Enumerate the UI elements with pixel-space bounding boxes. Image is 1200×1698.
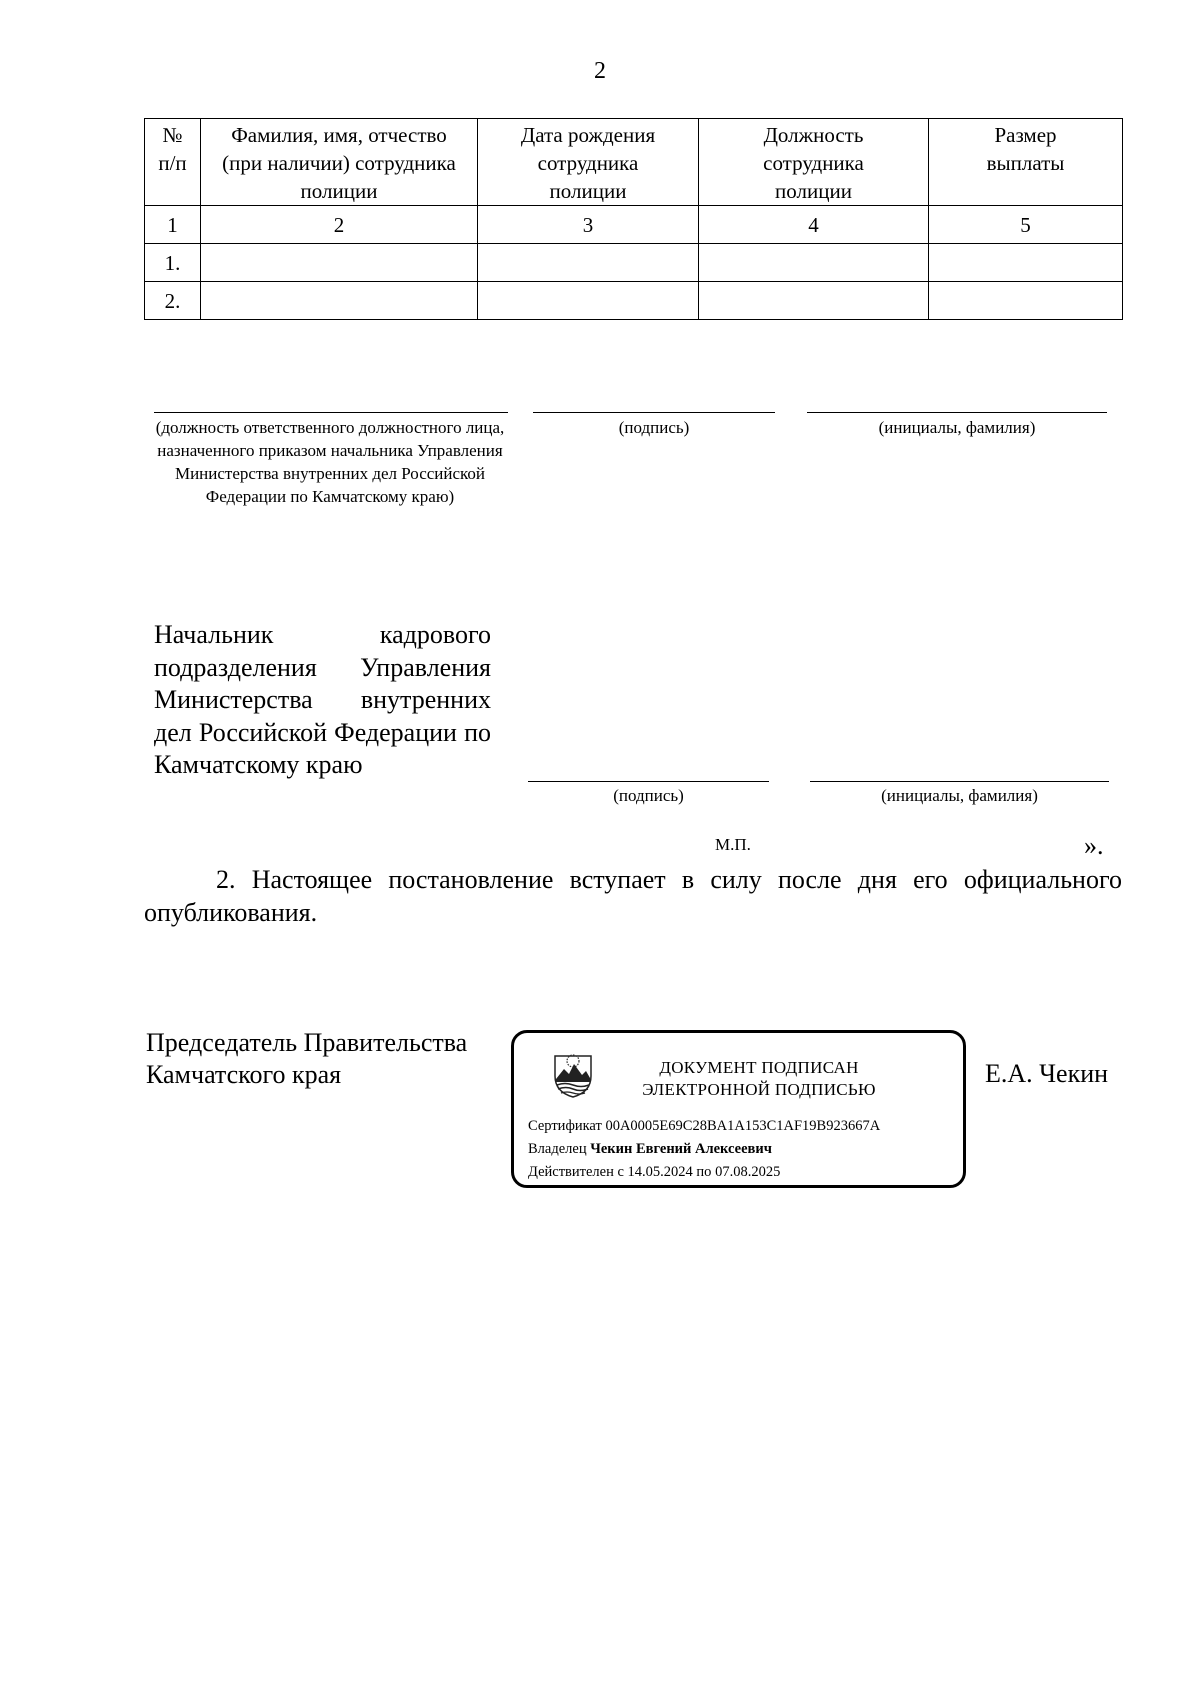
position-caption: (должность ответственного должностного лица, назначенного приказом начальника Управления Министерства внутренних дел Российской Федерации по Камчатскому краю): [155, 418, 505, 506]
name-line: [810, 781, 1109, 782]
name-caption: (инициалы, фамилия): [881, 786, 1038, 805]
signature-line: [533, 412, 775, 413]
valid-label: Действителен: [528, 1164, 614, 1180]
column-number-cell: 4: [699, 206, 929, 244]
signature-line: [528, 781, 769, 782]
owner-label: Владелец: [528, 1141, 587, 1157]
certificate-line: [528, 1115, 880, 1137]
chairman-name: Е.А. Чекин: [985, 1059, 1109, 1088]
certificate-number: 00A0005E69C28BA1A153C1AF19B923667A: [605, 1118, 881, 1134]
valid-to-date: 07.08.2025: [715, 1164, 781, 1180]
column-number-cell: 2: [201, 206, 478, 244]
signature-caption: (подпись): [613, 786, 684, 805]
chairman-title: [146, 1027, 467, 1091]
table-cell: 2.: [145, 282, 201, 320]
table-cell: [201, 282, 478, 320]
table-cell: 1.: [145, 244, 201, 282]
name-line: [807, 412, 1107, 413]
header-cell: № п/п: [145, 119, 201, 206]
column-number-cell: 3: [478, 206, 699, 244]
kamchatka-emblem-icon: [551, 1048, 595, 1098]
certificate-label: Сертификат: [528, 1118, 602, 1134]
seal-place-label: М.П.: [715, 835, 751, 854]
chairman-title-line: Камчатского края: [146, 1060, 342, 1089]
signature-caption: (подпись): [618, 418, 690, 437]
e-signature-stamp: [511, 1030, 966, 1188]
owner-name: Чекин Евгений Алексеевич: [590, 1141, 772, 1157]
header-cell: Дата рождения сотрудника полиции: [478, 119, 699, 206]
name-caption: (инициалы, фамилия): [878, 418, 1036, 437]
position-line: [154, 412, 508, 413]
chairman-title-line: Председатель Правительства: [146, 1028, 468, 1057]
table-cell: [478, 244, 699, 282]
table-cell: [929, 282, 1123, 320]
stamp-title-line: ДОКУМЕНТ ПОДПИСАН: [659, 1058, 859, 1077]
header-cell: Фамилия, имя, отчество (при наличии) сотрудника полиции: [201, 119, 478, 206]
stamp-title: [609, 1057, 909, 1101]
table-row: [145, 244, 1123, 282]
table-cell: [699, 282, 929, 320]
page-number: 2: [594, 58, 606, 84]
column-number-cell: 1: [145, 206, 201, 244]
valid-to-label: по: [696, 1164, 712, 1180]
table-cell: [201, 244, 478, 282]
valid-from-label: с: [617, 1164, 624, 1180]
owner-line: [528, 1138, 772, 1160]
table-cell: [929, 244, 1123, 282]
header-cell: Должность сотрудника полиции: [699, 119, 929, 206]
valid-from-date: 14.05.2024: [627, 1164, 693, 1180]
column-number-cell: 5: [929, 206, 1123, 244]
payment-table: [144, 118, 1123, 320]
table-cell: [478, 282, 699, 320]
table-cell: [699, 244, 929, 282]
validity-line: [528, 1161, 780, 1183]
column-number-row: [145, 206, 1123, 244]
table-row: [145, 282, 1123, 320]
closing-quote: ».: [1084, 831, 1104, 860]
header-cell: Размер выплаты: [929, 119, 1123, 206]
paragraph-2: 2. Настоящее постановление вступает в силу после дня его официального опубликования.: [144, 865, 1122, 927]
table-header-row: [145, 119, 1123, 206]
stamp-title-line: ЭЛЕКТРОННОЙ ПОДПИСЬЮ: [642, 1080, 876, 1099]
hr-chief-title: Начальник кадрового подразделения Управления Министерства внутренних дел Российской Федерации по Камчатскому краю: [154, 620, 491, 779]
